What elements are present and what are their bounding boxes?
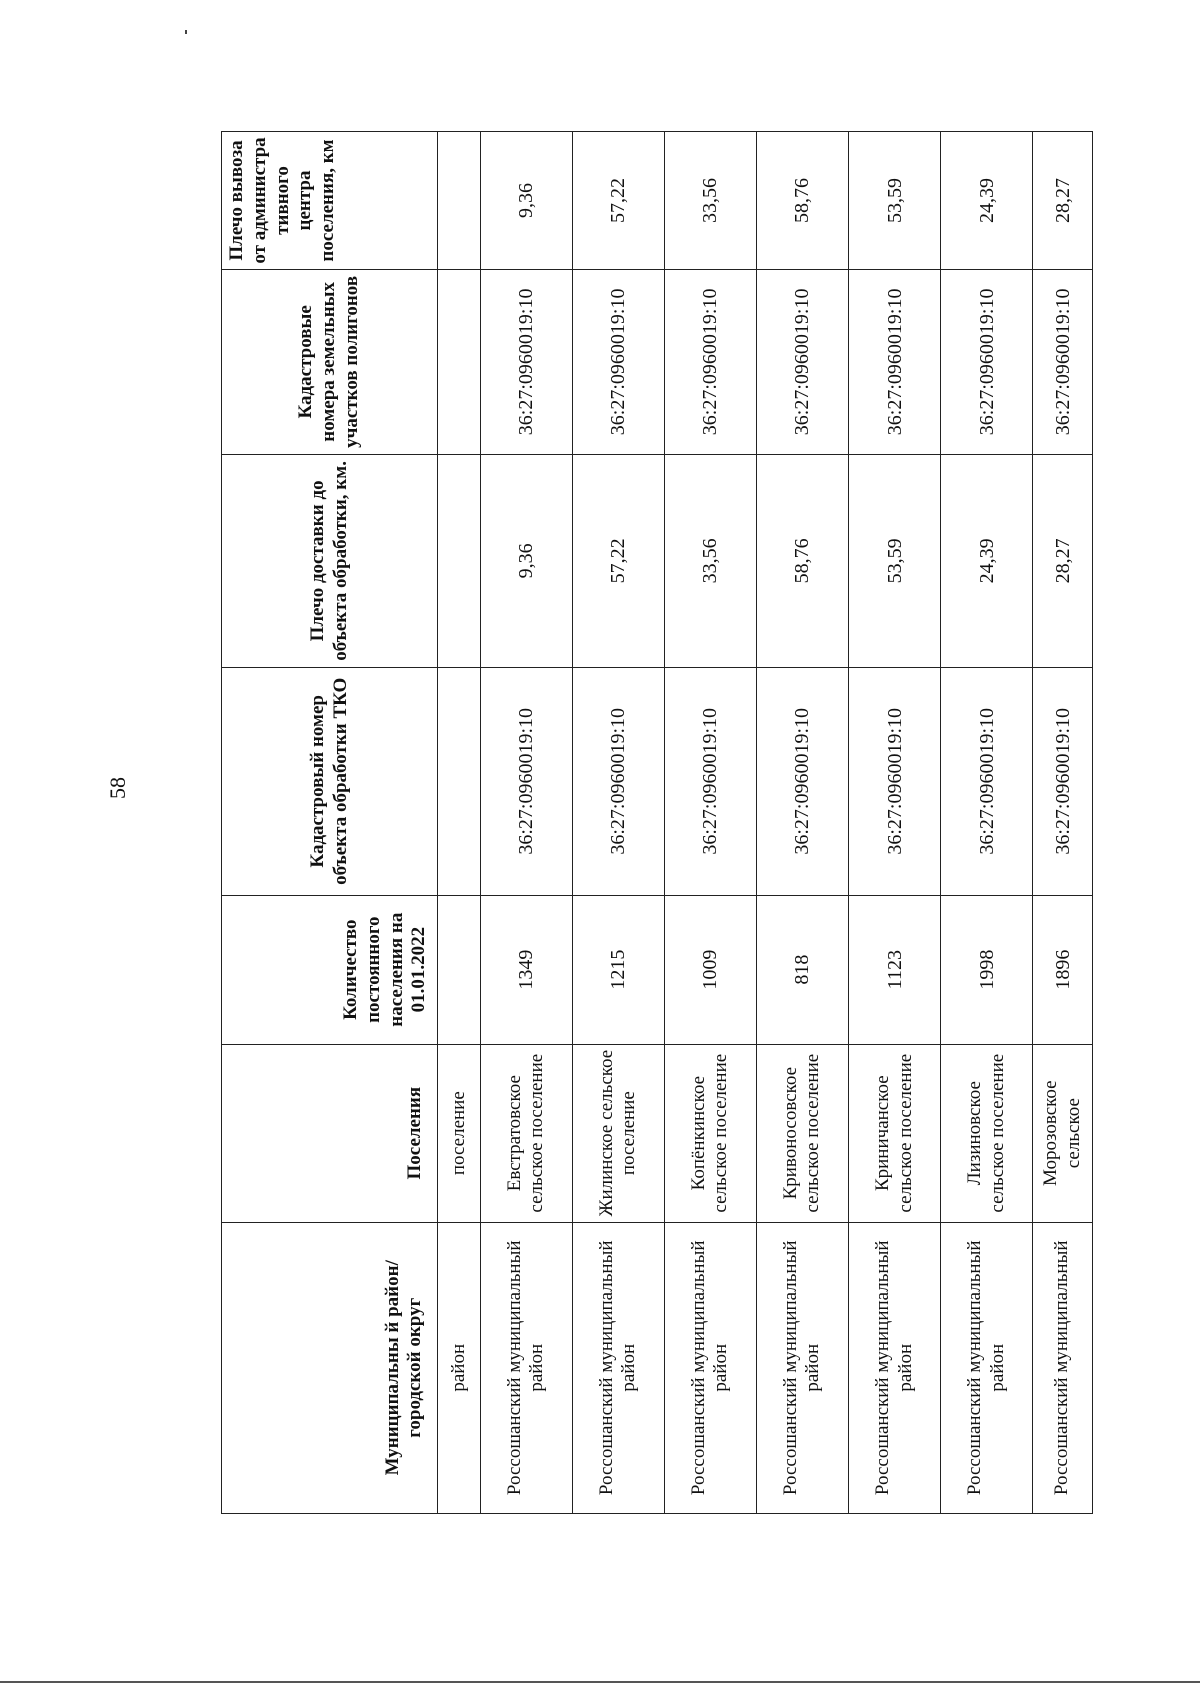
cell-settlement: Жилинское сельское поселение xyxy=(572,1044,664,1222)
cell-settlement: Кривоносовское сельское поселение xyxy=(756,1044,848,1222)
cell-removal-distance: 24,39 xyxy=(941,132,1033,270)
cell-removal-distance: 58,76 xyxy=(756,132,848,270)
cell-district: Россошанский муниципальный район xyxy=(664,1222,756,1513)
header-landfill-cadastral: Кадастровые номера земельных участков полигонов xyxy=(222,269,438,454)
rotated-table-container xyxy=(221,131,1093,1514)
cell-delivery-distance: 58,76 xyxy=(756,454,848,667)
table-row xyxy=(664,132,756,1514)
waste-transport-table xyxy=(221,131,1093,1514)
cell-population xyxy=(438,895,481,1044)
cell-settlement: поселение xyxy=(438,1044,481,1222)
header-removal-distance: Плечо вывоза от администра тивного центра поселения, км xyxy=(222,132,438,270)
header-delivery-distance: Плечо доставки до объекта обработки, км. xyxy=(222,454,438,667)
cell-processing-cadastral: 36:27:0960019:10 xyxy=(1033,668,1093,895)
cell-landfill-cadastral: 36:27:0960019:10 xyxy=(756,269,848,454)
cell-settlement: Евстратовское сельское поселение xyxy=(480,1044,572,1222)
cell-population: 1998 xyxy=(941,895,1033,1044)
cell-district: Россошанский муниципальный район xyxy=(756,1222,848,1513)
cell-removal-distance: 9,36 xyxy=(480,132,572,270)
cell-removal-distance: 57,22 xyxy=(572,132,664,270)
table-header-row xyxy=(222,132,438,1514)
cell-population: 1349 xyxy=(480,895,572,1044)
cell-delivery-distance: 57,22 xyxy=(572,454,664,667)
table-row xyxy=(1033,132,1093,1514)
cell-landfill-cadastral: 36:27:0960019:10 xyxy=(572,269,664,454)
cell-removal-distance xyxy=(438,132,481,270)
cell-landfill-cadastral: 36:27:0960019:10 xyxy=(849,269,941,454)
header-processing-cadastral: Кадастровый номер объекта обработки ТКО xyxy=(222,668,438,895)
cell-district: Россошанский муниципальный xyxy=(1033,1222,1093,1513)
cell-population: 1009 xyxy=(664,895,756,1044)
cell-delivery-distance: 9,36 xyxy=(480,454,572,667)
scan-mark xyxy=(185,30,187,34)
header-settlement: Поселения xyxy=(222,1044,438,1222)
cell-landfill-cadastral: 36:27:0960019:10 xyxy=(480,269,572,454)
cell-processing-cadastral: 36:27:0960019:10 xyxy=(480,668,572,895)
table-row xyxy=(756,132,848,1514)
cell-landfill-cadastral: 36:27:0960019:10 xyxy=(1033,269,1093,454)
cell-settlement: Копёнкинское сельское поселение xyxy=(664,1044,756,1222)
table-row xyxy=(480,132,572,1514)
cell-removal-distance: 33,56 xyxy=(664,132,756,270)
page-bottom-edge xyxy=(0,1681,1200,1683)
cell-delivery-distance: 24,39 xyxy=(941,454,1033,667)
cell-processing-cadastral: 36:27:0960019:10 xyxy=(756,668,848,895)
header-district: Муниципальны й район/ городской округ xyxy=(222,1222,438,1513)
cell-district: Россошанский муниципальный район xyxy=(849,1222,941,1513)
cell-settlement: Морозовское сельское xyxy=(1033,1044,1093,1222)
cell-landfill-cadastral xyxy=(438,269,481,454)
cell-delivery-distance: 28,27 xyxy=(1033,454,1093,667)
cell-population: 1896 xyxy=(1033,895,1093,1044)
cell-settlement: Лизиновское сельское поселение xyxy=(941,1044,1033,1222)
cell-delivery-distance xyxy=(438,454,481,667)
table-row xyxy=(849,132,941,1514)
cell-district: Россошанский муниципальный район xyxy=(480,1222,572,1513)
table-row xyxy=(941,132,1033,1514)
cell-population: 1123 xyxy=(849,895,941,1044)
table-row xyxy=(438,132,481,1514)
header-population: Количество постоянного населения на 01.01.2022 xyxy=(222,895,438,1044)
cell-district: Россошанский муниципальный район xyxy=(941,1222,1033,1513)
cell-processing-cadastral: 36:27:0960019:10 xyxy=(664,668,756,895)
cell-delivery-distance: 53,59 xyxy=(849,454,941,667)
cell-removal-distance: 28,27 xyxy=(1033,132,1093,270)
cell-population: 818 xyxy=(756,895,848,1044)
cell-district: Россошанский муниципальный район xyxy=(572,1222,664,1513)
cell-delivery-distance: 33,56 xyxy=(664,454,756,667)
cell-removal-distance: 53,59 xyxy=(849,132,941,270)
cell-settlement: Криничанское сельское поселение xyxy=(849,1044,941,1222)
cell-population: 1215 xyxy=(572,895,664,1044)
cell-processing-cadastral xyxy=(438,668,481,895)
cell-landfill-cadastral: 36:27:0960019:10 xyxy=(664,269,756,454)
cell-processing-cadastral: 36:27:0960019:10 xyxy=(849,668,941,895)
cell-processing-cadastral: 36:27:0960019:10 xyxy=(572,668,664,895)
cell-landfill-cadastral: 36:27:0960019:10 xyxy=(941,269,1033,454)
cell-processing-cadastral: 36:27:0960019:10 xyxy=(941,668,1033,895)
cell-district: район xyxy=(438,1222,481,1513)
page-number: 58 xyxy=(105,777,130,799)
table-row xyxy=(572,132,664,1514)
